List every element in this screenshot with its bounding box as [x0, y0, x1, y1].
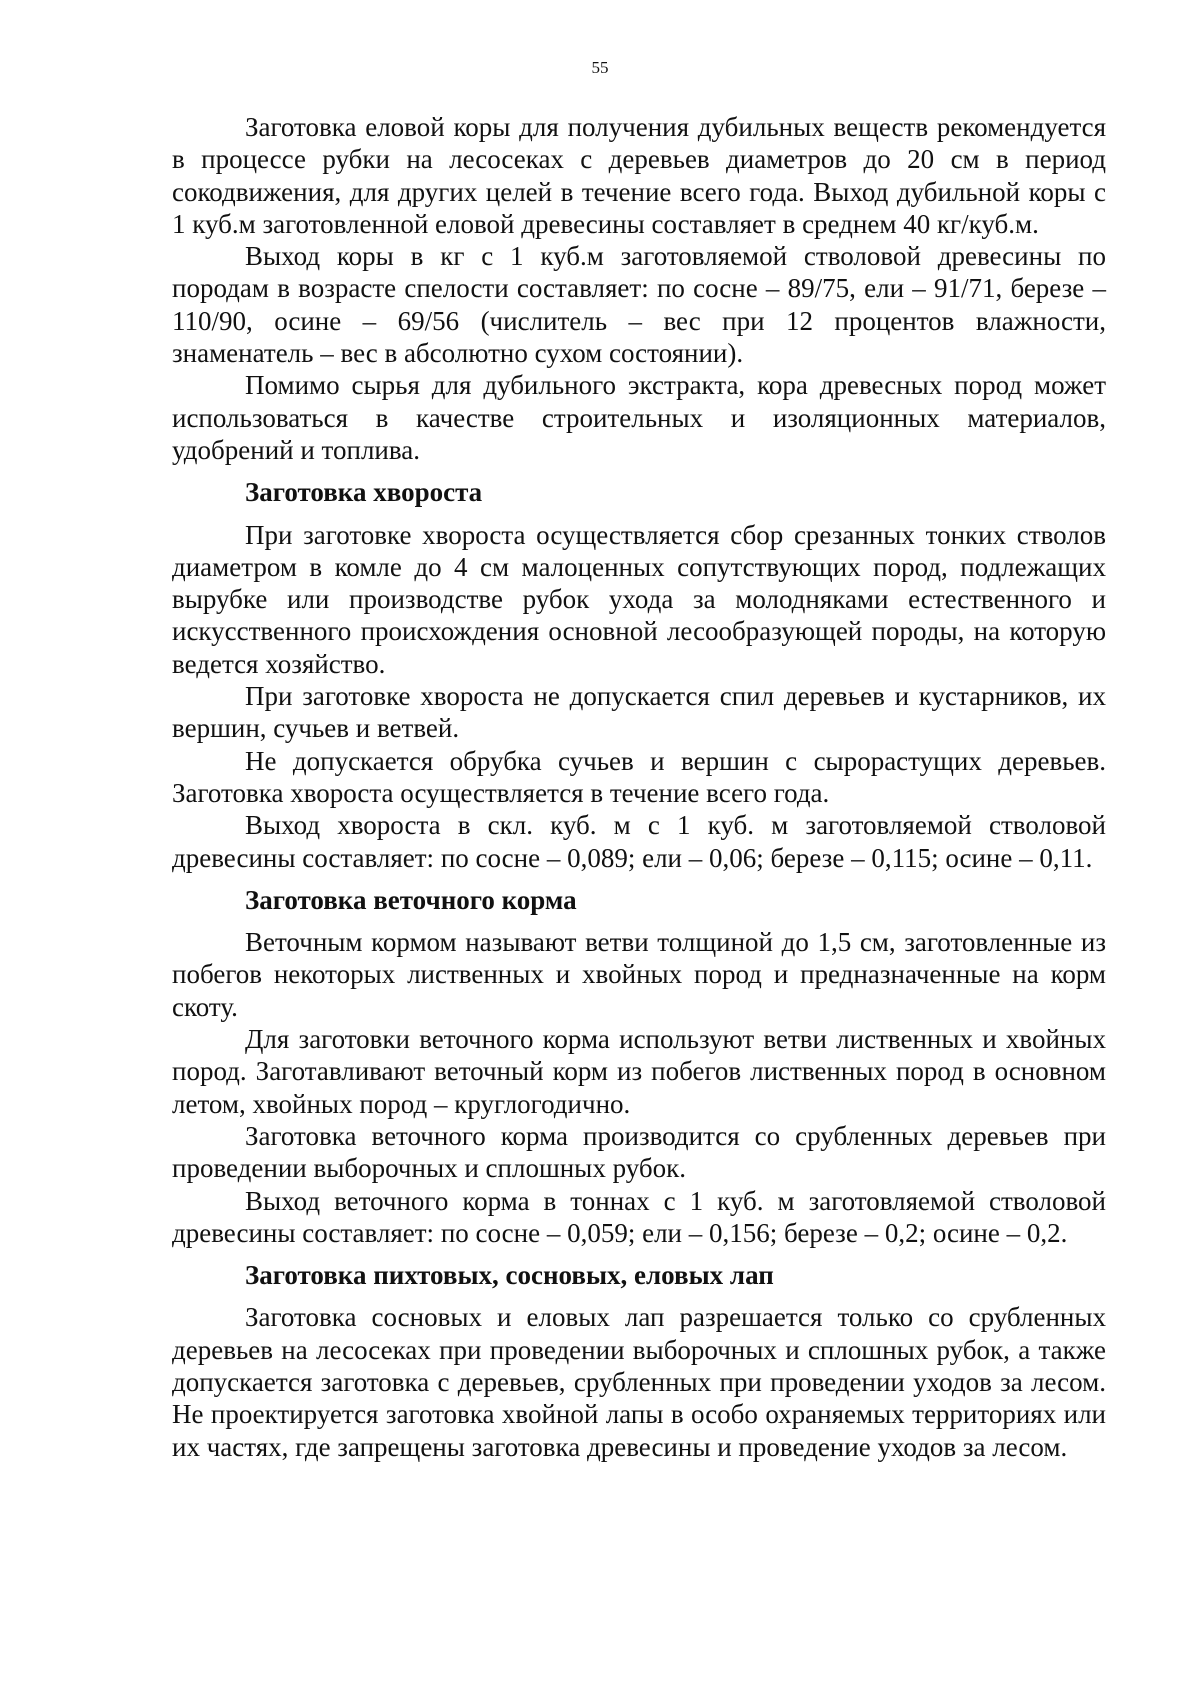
paragraph-branch-feed-species: Для заготовки веточного корма используют ветви лиственных и хвойных пород. Заготавливают веточный корм из побегов лиственных пород в основном летом, хвойных пород – круглогодично. — [172, 1024, 1106, 1119]
paragraph-bark-uses: Помимо сырья для дубильного экстракта, кора древесных пород может использоваться в качестве строительных и изоляционных материалов, удобрений и топлива. — [172, 370, 1106, 465]
paragraph-branch-feed-source: Заготовка веточного корма производится со срубленных деревьев при проведении выборочных и сплошных рубок. — [172, 1120, 1106, 1184]
paragraph-brushwood-yield: Выход хвороста в скл. куб. м с 1 куб. м заготовляемой стволовой древесины составляет: по сосне – 0,089; ели – 0,06; березе – 0,115; осине – 0,11. — [172, 810, 1106, 873]
page-number: 55 — [591, 58, 609, 77]
section-heading-branch-feed: Заготовка веточного корма — [245, 884, 577, 915]
paragraph-bark-harvesting: Заготовка еловой коры для получения дубильных веществ рекомендуется в процессе рубки на лесосеках с деревьев диаметров до 20 см в период сокодвижения, для других целей в течение всего года. Выход дубильной коры с 1 куб.м заготовленной еловой древесины составляет в среднем 40 кг/куб.м. — [172, 112, 1106, 239]
paragraph-brushwood-season: Не допускается обрубка сучьев и вершин с сырорастущих деревьев. Заготовка хвороста осуществляется в течение всего года. — [172, 745, 1106, 808]
paragraph-branch-feed-yield: Выход веточного корма в тоннах с 1 куб. м заготовляемой стволовой древесины составляет: по сосне – 0,059; ели – 0,156; березе – 0,2; осине – 0,2. — [172, 1185, 1106, 1248]
paragraph-branch-feed-definition: Веточным кормом называют ветви толщиной до 1,5 см, заготовленные из побегов некоторых лиственных и хвойных пород и предназначенные на корм скоту. — [172, 927, 1106, 1022]
paragraph-conifer-boughs-rules: Заготовка сосновых и еловых лап разрешается только со срубленных деревьев на лесосеках при проведении выборочных и сплошных рубок, а также допускается заготовка с деревьев, срубленных при проведении уходов за лесом. Не проектируется заготовка хвойной лапы в особо охраняемых территориях или их частях, где запрещены заготовка древесины и проведение уходов за лесом. — [172, 1302, 1106, 1462]
section-heading-conifer-boughs: Заготовка пихтовых, сосновых, еловых лап — [245, 1260, 774, 1291]
document-body — [172, 111, 1106, 1463]
paragraph-brushwood-restrictions: При заготовке хвороста не допускается спил деревьев и кустарников, их вершин, сучьев и ветвей. — [172, 681, 1106, 744]
paragraph-brushwood-collection: При заготовке хвороста осуществляется сбор срезанных тонких стволов диаметром в комле до 4 см малоценных сопутствующих пород, подлежащих вырубке или производстве рубок ухода за молодняками естественного и искусственного происхождения основной лесообразующей породы, на которую ведется хозяйство. — [172, 519, 1106, 679]
paragraph-bark-yield: Выход коры в кг с 1 куб.м заготовляемой стволовой древесины по породам в возрасте спелости составляет: по сосне – 89/75, ели – 91/71, березе – 110/90, осине – 69/56 (числитель – вес при 12 процентов влажности, знаменатель – вес в абсолютно сухом состоянии). — [172, 241, 1106, 369]
section-heading-brushwood: Заготовка хвороста — [245, 477, 483, 508]
